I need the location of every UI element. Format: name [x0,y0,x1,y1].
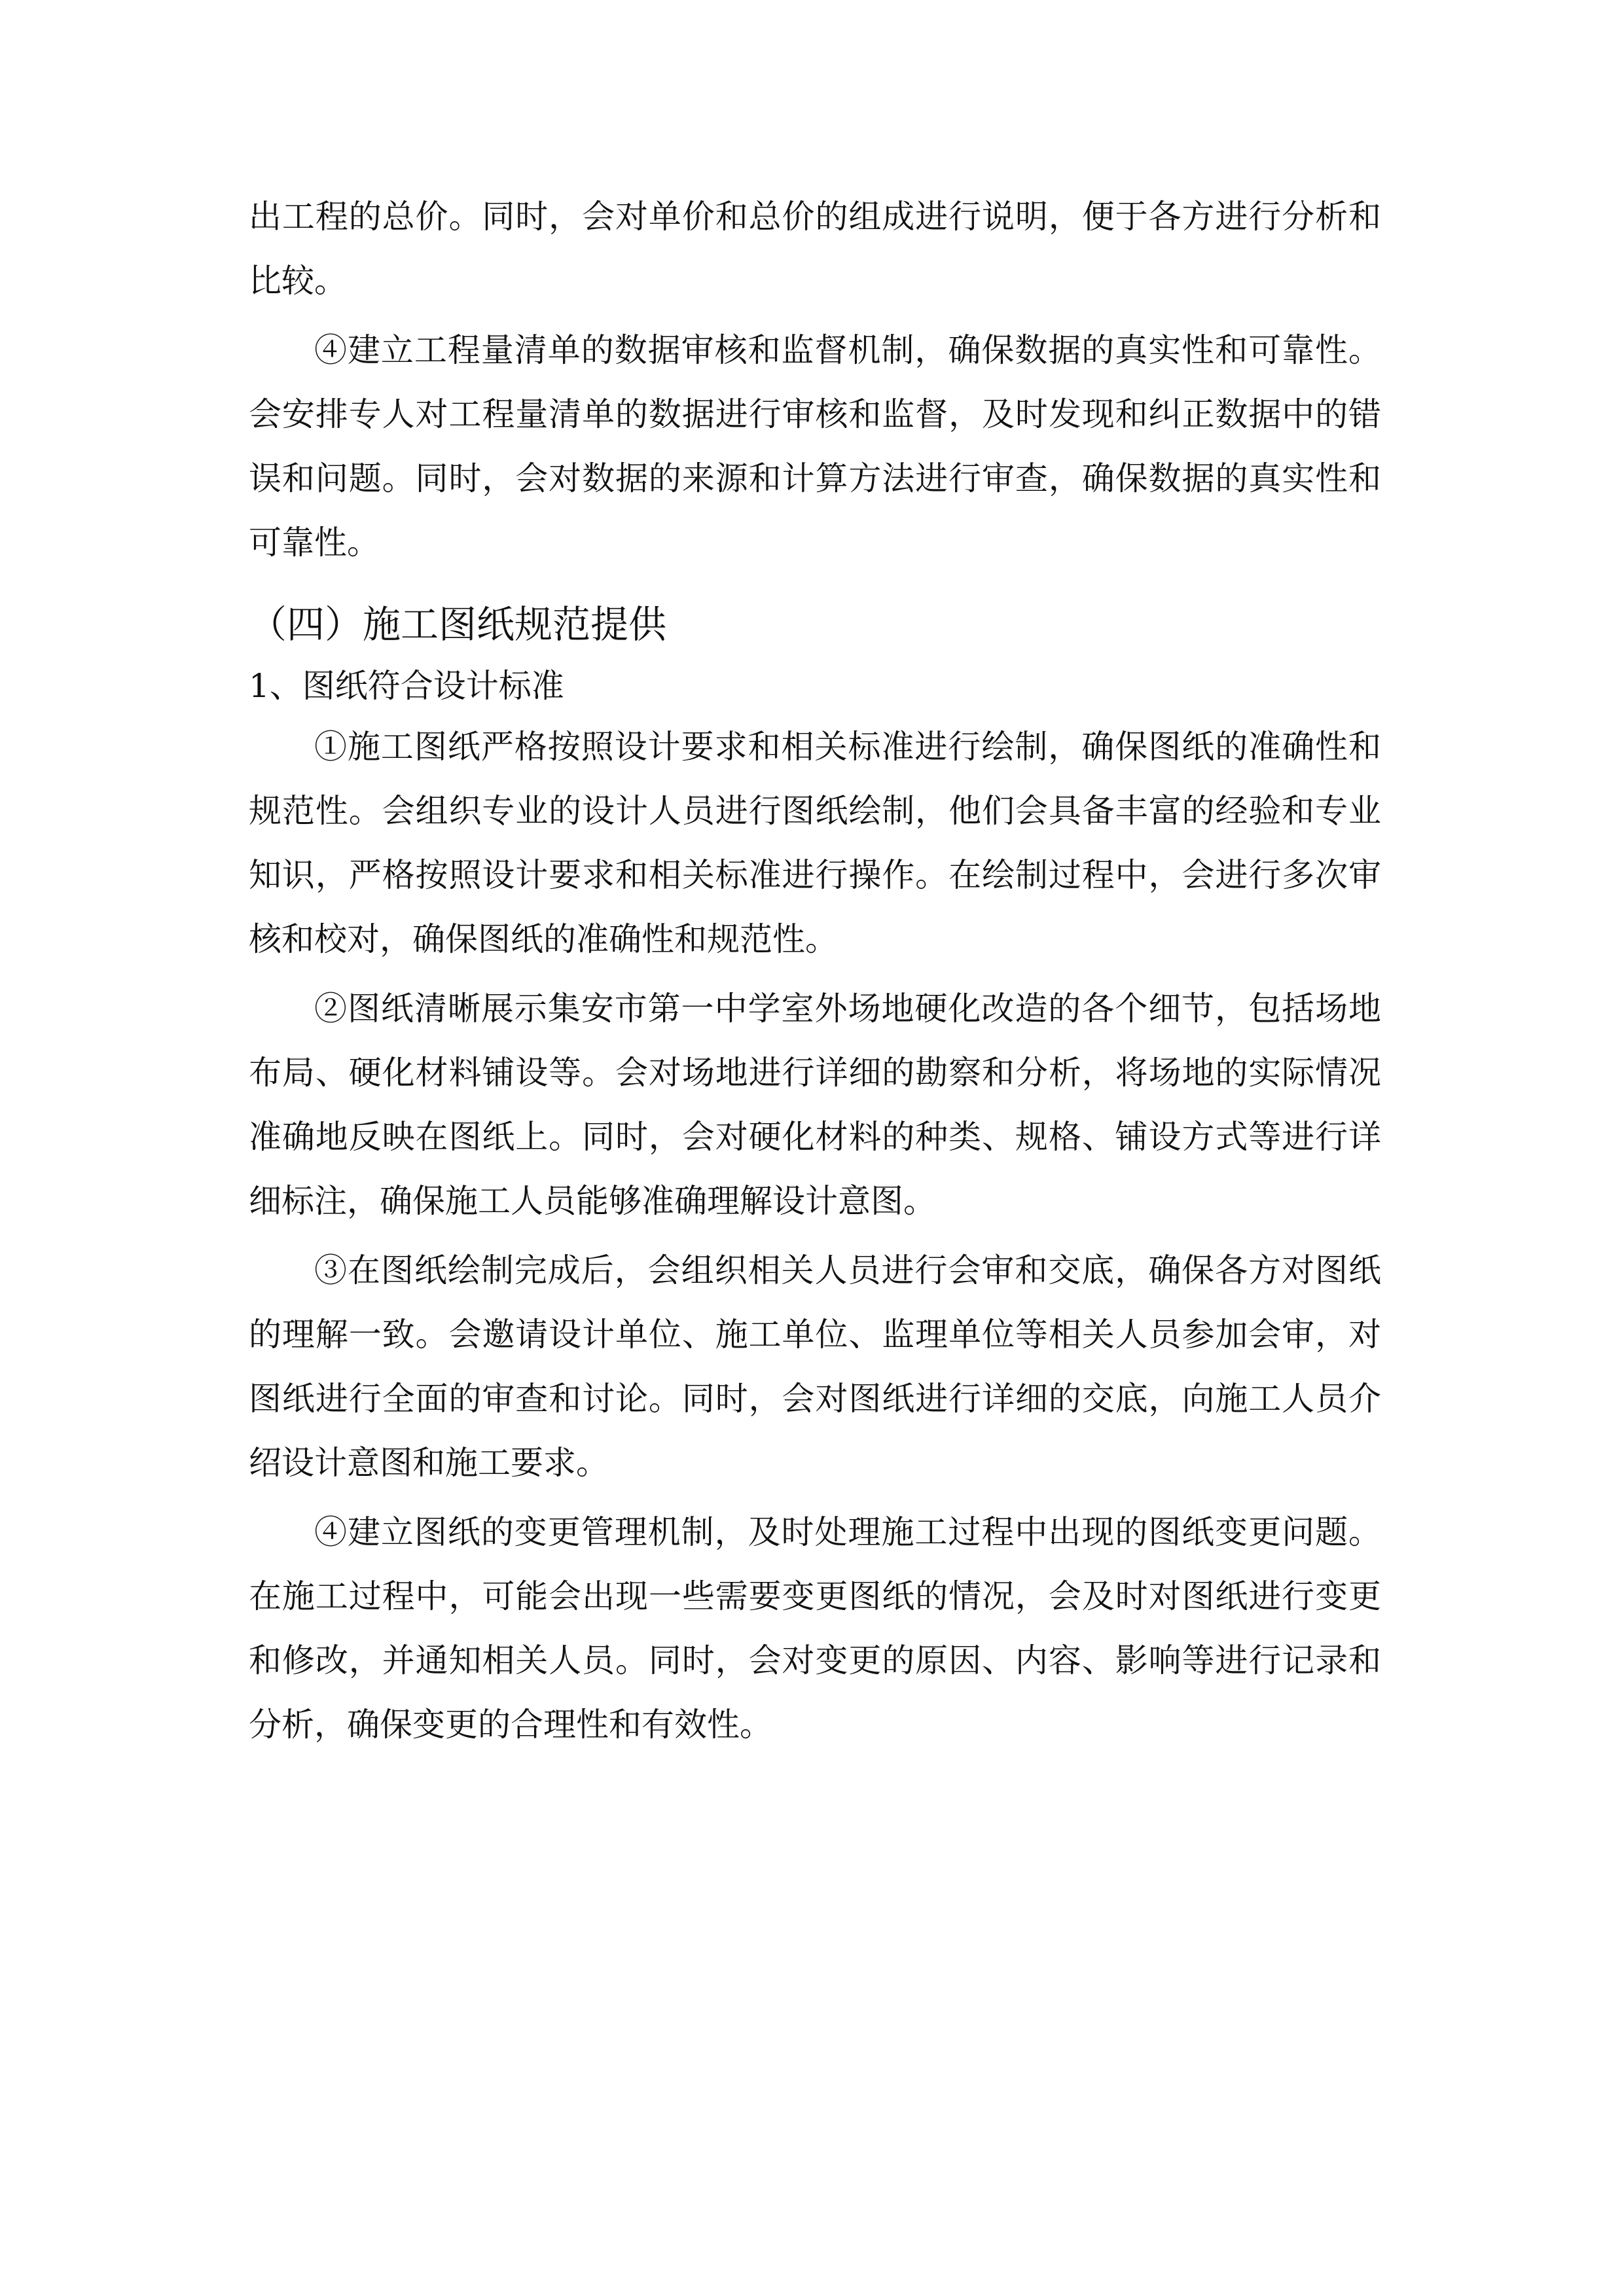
section-heading: （四）施工图纸规范提供 [249,602,667,647]
drawing-paragraph-2: ②图纸清晰展示集安市第一中学室外场地硬化改造的各个细节，包括场地布局、硬化材料铺设等。会对场地进行详细的勘察和分析，将场地的实际情况准确地反映在图纸上。同时，会对硬化材料的种类、规格、铺设方式等进行详细标注，确保施工人员能够准确理解设计意图。 [249,990,1381,1220]
page-content [249,185,1381,1757]
continuation-paragraph: 出工程的总价。同时，会对单价和总价的组成进行说明，便于各方进行分析和比较。 [249,198,1381,300]
quantity-list-review-paragraph: ④建立工程量清单的数据审核和监督机制，确保数据的真实性和可靠性。会安排专人对工程量清单的数据进行审核和监督，及时发现和纠正数据中的错误和问题。同时，会对数据的来源和计算方法进行审查，确保数据的真实性和可靠性。 [249,331,1381,562]
drawing-paragraph-3: ③在图纸绘制完成后，会组织相关人员进行会审和交底，确保各方对图纸的理解一致。会邀请设计单位、施工单位、监理单位等相关人员参加会审，对图纸进行全面的审查和讨论。同时，会对图纸进行详细的交底，向施工人员介绍设计意图和施工要求。 [249,1251,1381,1482]
subsection-heading: 1、图纸符合设计标准 [249,667,564,705]
drawing-paragraph-4: ④建立图纸的变更管理机制，及时处理施工过程中出现的图纸变更问题。在施工过程中，可能会出现一些需要变更图纸的情况，会及时对图纸进行变更和修改，并通知相关人员。同时，会对变更的原因、内容、影响等进行记录和分析，确保变更的合理性和有效性。 [249,1513,1381,1744]
drawing-paragraph-1: ①施工图纸严格按照设计要求和相关标准进行绘制，确保图纸的准确性和规范性。会组织专业的设计人员进行图纸绘制，他们会具备丰富的经验和专业知识，严格按照设计要求和相关标准进行操作。在绘制过程中，会进行多次审核和校对，确保图纸的准确性和规范性。 [249,728,1381,958]
